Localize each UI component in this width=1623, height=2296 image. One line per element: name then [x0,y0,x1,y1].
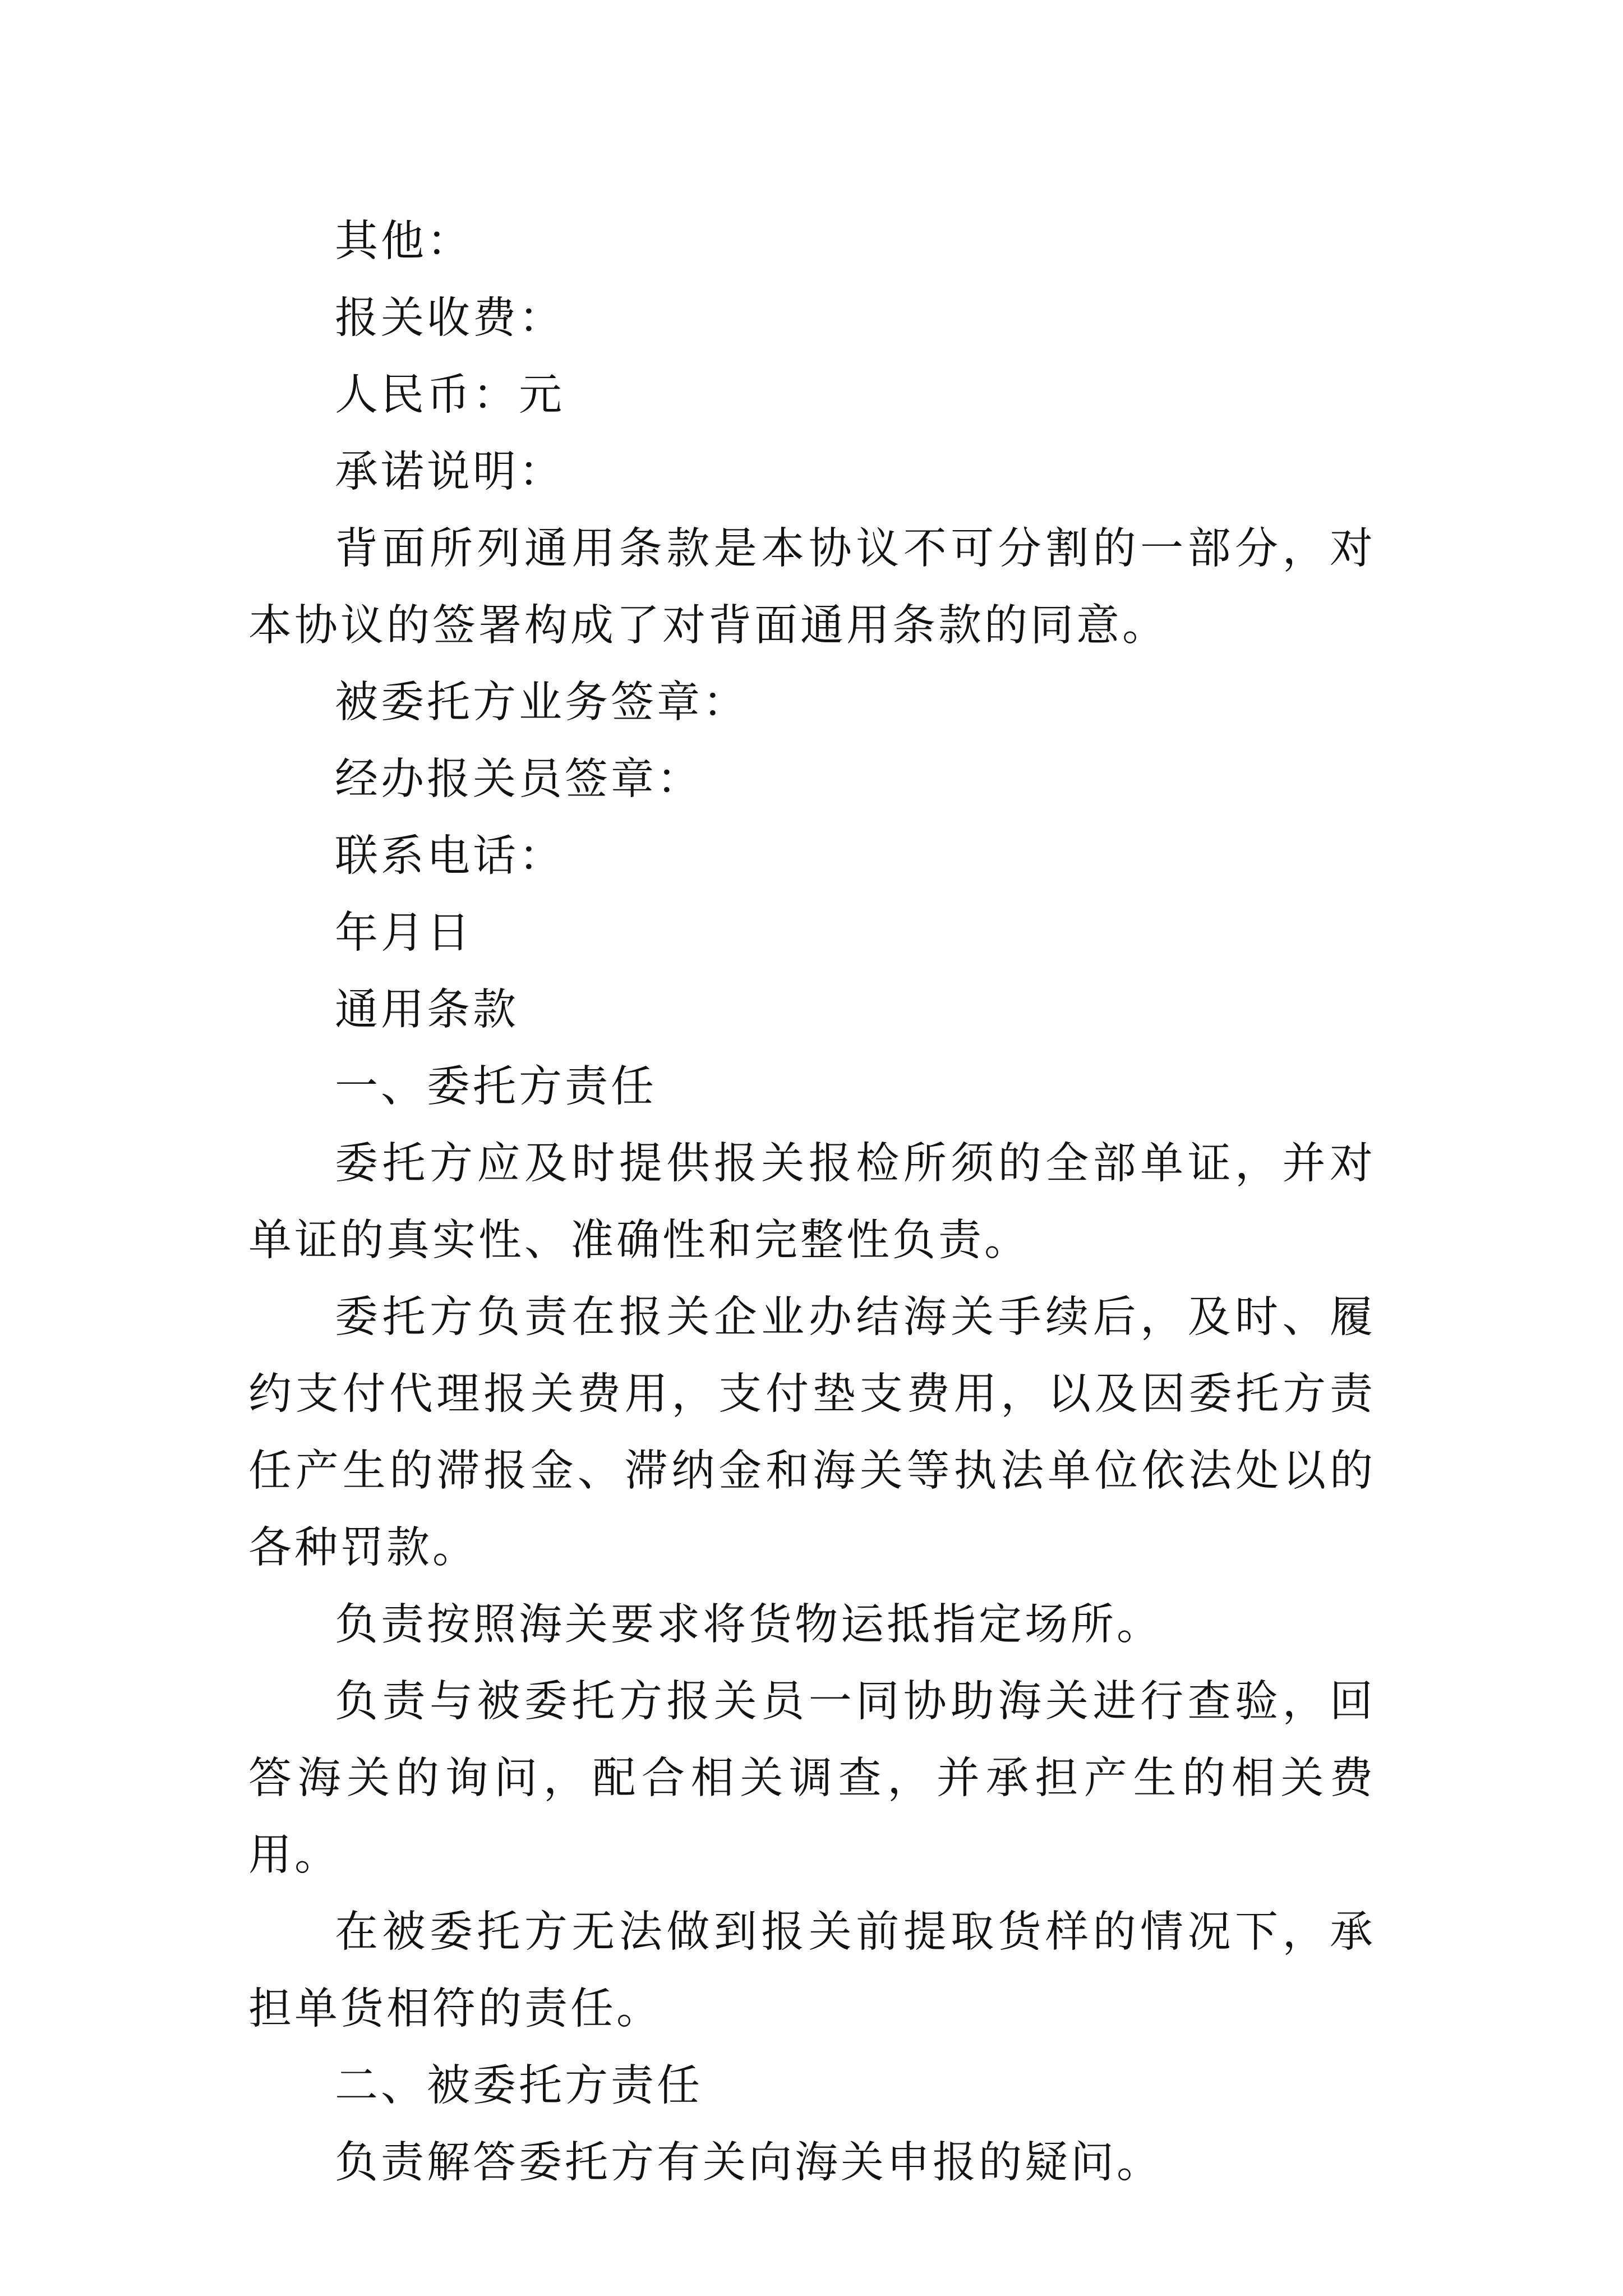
label-commitment: 承诺说明： [335,447,565,497]
paragraph-principal-documents: 委托方应及时提供报关报检所须的全部单证，并对单证的真实性、准确性和完整性负责。 [248,1139,1376,1266]
heading-general-terms: 通用条款 [335,985,519,1035]
paragraph-principal-fees: 委托方负责在报关企业办结海关手续后，及时、履约支付代理报关费用，支付垫支费用，以及因委托方责任产生的滞报金、滞纳金和海关等执法单位依法处以的各种罚款。 [248,1292,1376,1573]
label-customs-fee: 报关收费： [335,293,565,343]
heading-agent-duties: 二、被委托方责任 [335,2061,703,2111]
paragraph-principal-sample: 在被委托方无法做到报关前提取货样的情况下，承担单货相符的责任。 [248,1907,1376,2034]
paragraph-agent-answer: 负责解答委托方有关向海关申报的疑问。 [335,2138,1163,2188]
label-declarant-signature: 经办报关员签章： [335,754,703,804]
paragraph-principal-inspection: 负责与被委托方报关员一同协助海关进行查验，回答海关的询问，配合相关调查，并承担产生的相关费用。 [248,1677,1376,1880]
label-agent-business-seal: 被委托方业务签章： [335,678,749,728]
label-other: 其他： [335,217,473,266]
heading-principal-duties: 一、委托方责任 [335,1062,657,1112]
paragraph-principal-delivery: 负责按照海关要求将货物运抵指定场所。 [335,1600,1163,1650]
paragraph-general-terms-note: 背面所列通用条款是本协议不可分割的一部分，对本协议的签署构成了对背面通用条款的同意。 [248,524,1376,651]
label-date: 年月日 [335,908,473,958]
label-rmb-amount: 人民币：元 [335,370,565,420]
document-body [248,203,1376,2201]
label-contact-phone: 联系电话： [335,831,565,881]
